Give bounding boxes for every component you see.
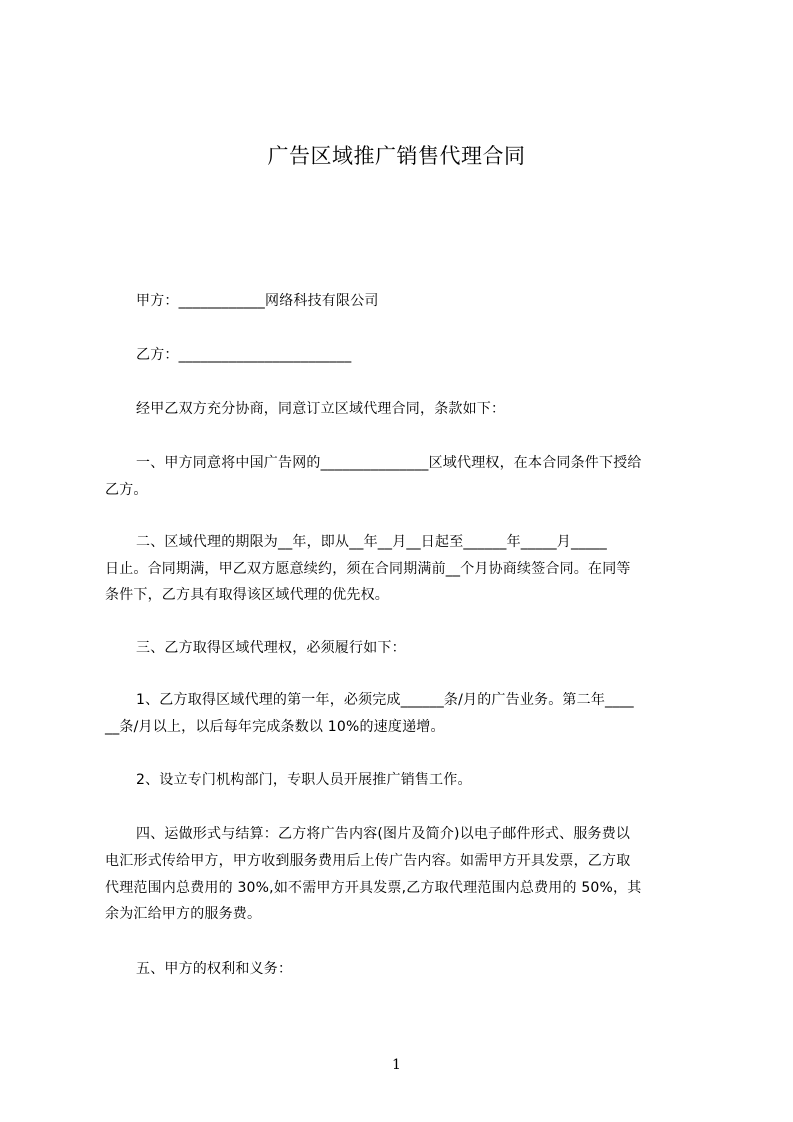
- clause-5-heading: 五、甲方的权利和义务：: [136, 961, 293, 977]
- contract-title: 广告区域推广销售代理合同: [267, 144, 526, 168]
- clause-3-heading: 三、乙方取得区域代理权，必须履行如下：: [136, 640, 406, 656]
- clause-3-item-1-line-2: __条/月以上，以后每年完成条数以 10%的速度递增。: [105, 719, 445, 735]
- clause-4-line-4: 余为汇给甲方的服务费。: [105, 906, 262, 922]
- preamble-line: 经甲乙双方充分协商，同意订立区域代理合同，条款如下：: [136, 401, 506, 417]
- clause-3-item-1-line-1: 1、乙方取得区域代理的第一年，必须完成______条/月的广告业务。第二年____: [136, 692, 634, 708]
- clause-1-line-1: 一、甲方同意将中国广告网的_______________区域代理权，在本合同条件下授给: [136, 455, 642, 471]
- page-number: 1: [392, 1057, 401, 1073]
- clause-3-item-2: 2、设立专门机构部门，专职人员开展推广销售工作。: [136, 772, 472, 788]
- clause-2-line-2: 日止。合同期满，甲乙双方愿意续约，须在合同期满前__个月协商续签合同。在同等: [105, 561, 631, 577]
- party-a-line: 甲方：____________网络科技有限公司: [136, 293, 379, 309]
- clause-2-line-3: 条件下，乙方具有取得该区域代理的优先权。: [105, 587, 389, 603]
- clause-4-line-3: 代理范围内总费用的 30%,如不需甲方开具发票,乙方取代理范围内总费用的 50%，其: [105, 880, 642, 896]
- clause-1-line-2: 乙方。: [105, 482, 148, 498]
- party-b-line: 乙方：________________________: [136, 347, 352, 363]
- clause-2-line-1: 二、区域代理的期限为__年，即从__年__月__日起至______年_____月_____: [136, 534, 607, 550]
- clause-4-line-1: 四、运做形式与结算：乙方将广告内容(图片及简介)以电子邮件形式、服务费以: [136, 826, 631, 842]
- clause-4-line-2: 电汇形式传给甲方，甲方收到服务费用后上传广告内容。如需甲方开具发票，乙方取: [105, 853, 631, 869]
